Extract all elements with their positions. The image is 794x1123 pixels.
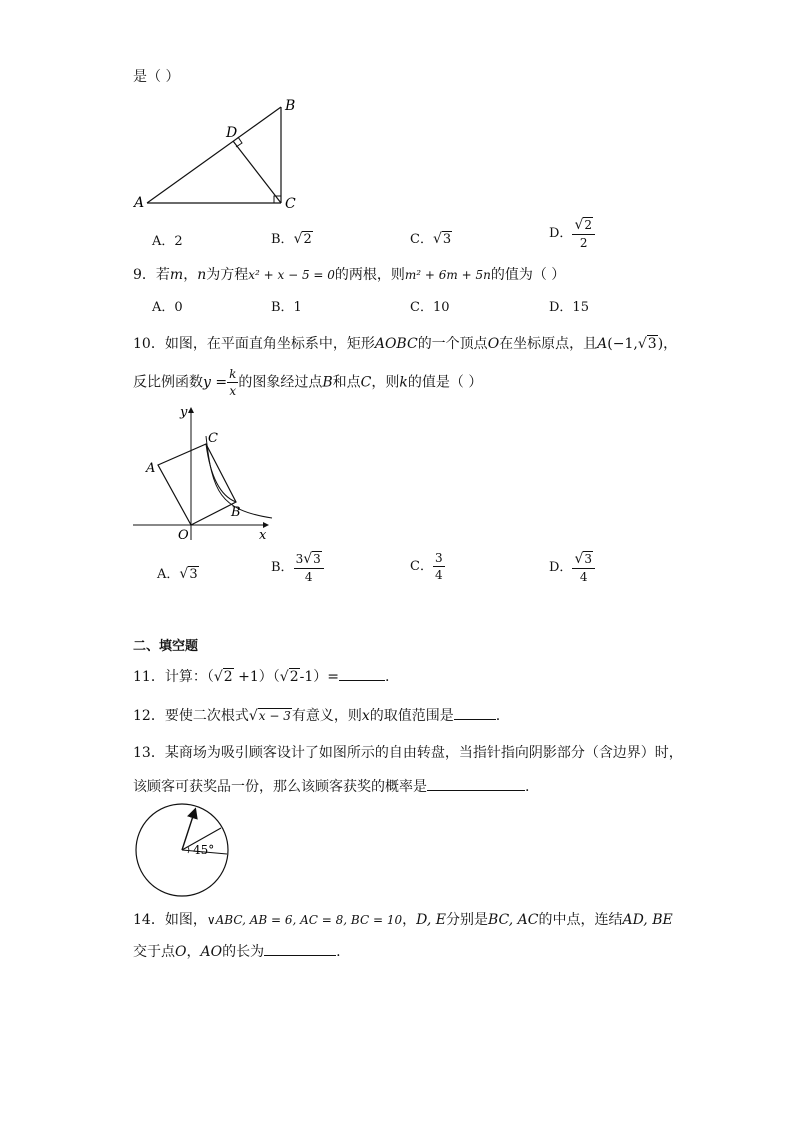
answer-blank[interactable] bbox=[339, 668, 385, 681]
option-label: A． bbox=[152, 234, 175, 249]
q10-stem-line2: 反比例函数y = $\frac{k}{x}$ 的图象经过点B和点C，则k的值是（ ） bbox=[133, 367, 483, 398]
q13-spinner-figure bbox=[130, 802, 234, 898]
q8-label-c: C bbox=[285, 196, 296, 212]
q9-option-c[interactable]: C．10 bbox=[410, 300, 450, 315]
q8-option-d[interactable] bbox=[549, 218, 595, 249]
q9-option-a[interactable]: A．0 bbox=[152, 300, 183, 315]
q8-option-a[interactable] bbox=[152, 230, 183, 249]
answer-blank[interactable] bbox=[264, 943, 336, 956]
option-label: C． bbox=[410, 559, 433, 574]
q10-option-c[interactable] bbox=[410, 552, 445, 581]
q13-stem-line1: 13．某商场为吸引顾客设计了如图所示的自由转盘，当指针指向阴影部分（含边界）时， bbox=[133, 745, 683, 761]
q10-option-b[interactable] bbox=[271, 552, 324, 583]
q10-label-a: A bbox=[146, 461, 156, 476]
option-value: 2 bbox=[174, 234, 183, 249]
q8-stem-tail: 是（ ） bbox=[133, 69, 180, 85]
q13-stem-line2: 该顾客可获奖品一份，那么该顾客获奖的概率是 . bbox=[133, 779, 530, 795]
q13-angle-label: 45° bbox=[193, 843, 215, 857]
option-label: D． bbox=[549, 560, 573, 575]
fraction: $\frac{√2}{2}$ bbox=[572, 218, 595, 249]
q10-option-a[interactable] bbox=[157, 563, 199, 582]
q12-stem: 12．要使二次根式√x − 3有意义，则x的取值范围是 . bbox=[133, 708, 501, 724]
q10-coordinate-figure bbox=[128, 402, 278, 544]
q10-option-d[interactable] bbox=[549, 552, 595, 583]
q14-stem-line2: 交于点O，AO的长为 . bbox=[133, 944, 341, 960]
fraction: $\frac{√3}{4}$ bbox=[572, 552, 595, 583]
section-title-fill-in: 二、填空题 bbox=[133, 639, 199, 654]
option-label: D． bbox=[549, 226, 573, 241]
q9-stem: 9．若m，n为方程x² + x − 5 = 0的两根，则m² + 6m + 5n的值为（ ） bbox=[133, 267, 566, 283]
sqrt: √3 bbox=[179, 566, 198, 582]
answer-blank[interactable] bbox=[427, 778, 525, 791]
q10-label-b: B bbox=[231, 505, 241, 520]
q8-option-b[interactable] bbox=[271, 228, 313, 247]
sqrt: √2 bbox=[293, 231, 312, 247]
q11-stem: 11．计算：（√2 +1）（√2-1）= . bbox=[133, 669, 390, 685]
sqrt: √3 bbox=[432, 231, 452, 247]
q14-stem-line1: 14．如图，∨ABC, AB = 6, AC = 8, BC = 10，D, E分别是BC, AC的中点，连结AD, BE bbox=[133, 912, 673, 928]
fraction: $\frac{3√3}{4}$ bbox=[294, 552, 324, 583]
fraction: $\frac{k}{x}$ bbox=[229, 367, 237, 398]
option-label: B． bbox=[271, 560, 294, 575]
answer-blank[interactable] bbox=[454, 707, 496, 720]
q10-label-c: C bbox=[208, 431, 218, 446]
fraction: $\frac{3}{4}$ bbox=[434, 551, 443, 582]
q8-label-d: D bbox=[226, 125, 238, 141]
q10-axis-x: x bbox=[259, 528, 267, 543]
q10-stem-line1: 10．如图，在平面直角坐标系中，矩形AOBC的一个顶点O在坐标原点，且A(−1,√3)， bbox=[133, 336, 678, 352]
q8-triangle-figure bbox=[128, 92, 308, 216]
q9-option-b[interactable]: B．1 bbox=[271, 300, 302, 315]
q10-axis-y: y bbox=[180, 405, 188, 420]
option-label: A． bbox=[157, 567, 180, 582]
q8-option-c[interactable] bbox=[410, 228, 452, 247]
q8-label-a: A bbox=[134, 195, 145, 211]
q9-option-d[interactable]: D．15 bbox=[549, 300, 589, 315]
option-label: C． bbox=[410, 232, 433, 247]
q8-label-b: B bbox=[285, 98, 296, 114]
q10-label-o: O bbox=[178, 528, 189, 543]
option-label: B． bbox=[271, 232, 294, 247]
